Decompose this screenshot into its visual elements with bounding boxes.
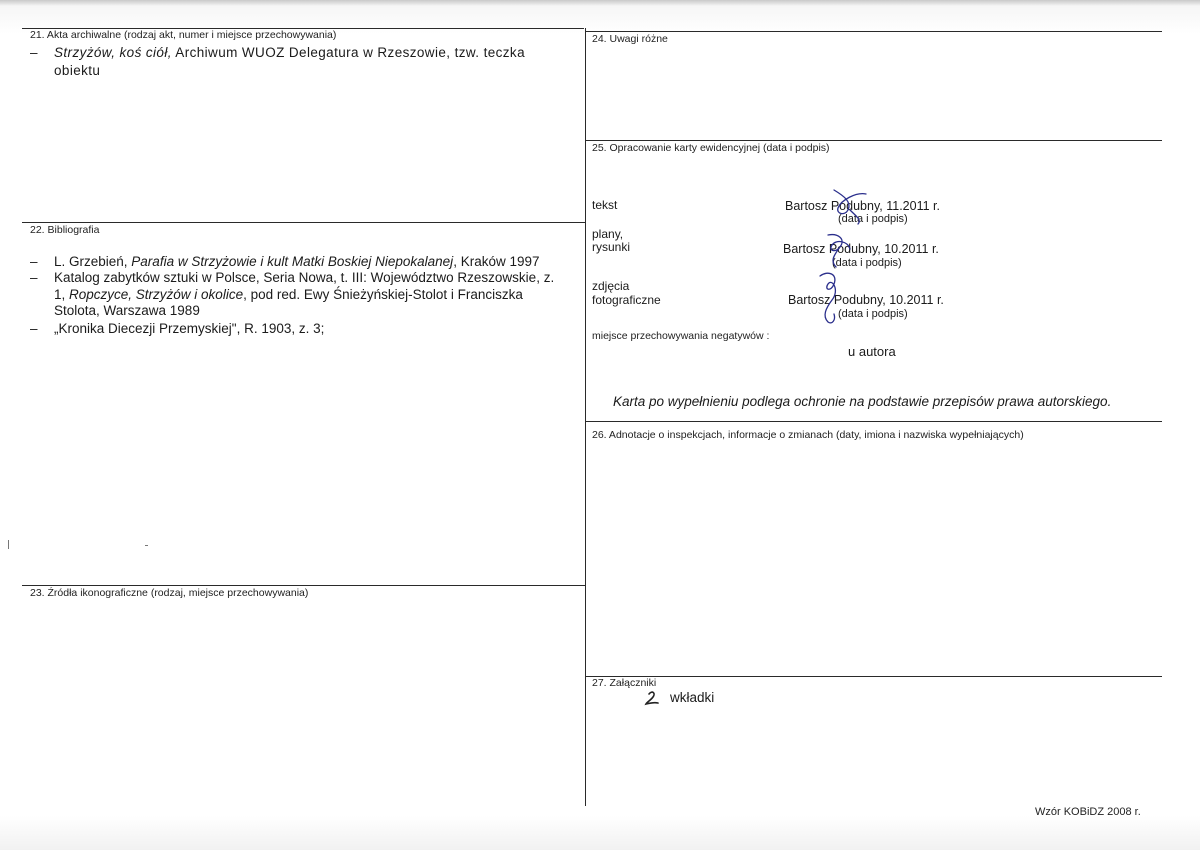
negatives-value: u autora: [848, 344, 896, 359]
rule-22-top: [22, 222, 585, 223]
bibliography-item-2-part-a: 1,: [54, 287, 70, 302]
section-22-label: 22. Bibliografia: [30, 224, 100, 236]
scan-top-edge: [0, 0, 1200, 6]
rule-26-top: [586, 421, 1162, 422]
section-21-label: 21. Akta archiwalne (rodzaj akt, numer i miejsce przechowywania): [30, 29, 337, 41]
row-tekst-note: (data i podpis): [838, 213, 908, 225]
bibliography-dash-3: –: [30, 321, 38, 336]
section-23-label: 23. Źródła ikonograficzne (rodzaj, miejsce przechowywania): [30, 587, 309, 599]
scan-speck: [145, 545, 148, 546]
section-24-label: 24. Uwagi różne: [592, 33, 668, 45]
bibliography-item-2-line1: Katalog zabytków sztuki w Polsce, Seria Nowa, t. III: Województwo Rzeszowskie, z.: [54, 270, 555, 285]
bibliography-item-1-place: , Kraków 1997: [453, 254, 540, 269]
bibliography-dash-2: –: [30, 270, 38, 285]
row-plany-kind-1: plany,: [592, 227, 624, 241]
section-21-entry: [54, 45, 525, 60]
column-divider: [585, 28, 586, 806]
row-plany-note: (data i podpis): [832, 257, 902, 269]
rule-25-top: [586, 140, 1162, 141]
form-model-label: Wzór KOBiDZ 2008 r.: [1035, 806, 1141, 818]
bibliography-item-1-title: Parafia w Strzyżowie i kult Matki Boskiej Niepokalanej: [131, 254, 454, 269]
bibliography-item-3: „Kronika Diecezji Przemyskiej", R. 1903, z. 3;: [54, 321, 325, 336]
row-zdjecia-note: (data i podpis): [838, 308, 908, 320]
section-21-entry-rest: Archiwum WUOZ Delegatura w Rzeszowie, tzw. teczka: [171, 45, 525, 60]
section-21-dash: –: [30, 45, 38, 60]
attachments-value: wkładki: [670, 690, 715, 705]
bibliography-item-1: [54, 254, 540, 269]
copyright-note: Karta po wypełnieniu podlega ochronie na podstawie przepisów prawa autorskiego.: [613, 394, 1112, 409]
bibliography-dash-1: –: [30, 254, 38, 269]
rule-23-top: [22, 585, 585, 586]
row-plany-kind-2: rysunki: [592, 240, 631, 254]
signature-tekst: [828, 188, 872, 231]
row-plany-author: Bartosz Podubny, 10.2011 r.: [783, 242, 939, 256]
row-zdjecia-author: Bartosz Podubny, 10.2011 r.: [788, 293, 944, 307]
row-zdjecia-kind-2: fotograficzne: [592, 293, 661, 307]
section-21-entry-italic: Strzyżów, koś ciół,: [54, 45, 172, 60]
scan-speck: [8, 540, 9, 549]
section-21-entry-line2: obiektu: [54, 63, 101, 78]
signature-zdjecia: [812, 270, 852, 331]
rule-27-top: [586, 676, 1162, 677]
row-tekst-author: Bartosz Podubny, 11.2011 r.: [785, 199, 940, 213]
bibliography-item-2-line3: Stolota, Warszawa 1989: [54, 303, 200, 318]
negatives-label: miejsce przechowywania negatywów :: [592, 330, 770, 342]
bibliography-item-2-part-c: , pod red. Ewy Śnieżyńskiej-Stolot i Franciszka: [243, 287, 523, 302]
section-26-label: 26. Adnotacje o inspekcjach, informacje o zmianach (daty, imiona i nazwiska wypełniających): [592, 429, 1024, 441]
bibliography-item-2-line2: [54, 287, 523, 302]
row-zdjecia-kind-1: zdjęcia: [592, 279, 630, 293]
section-25-label: 25. Opracowanie karty ewidencyjnej (data i podpis): [592, 142, 830, 154]
bibliography-item-2-title: Ropczyce, Strzyżów i okolice: [69, 287, 244, 302]
handwritten-count-two: [644, 690, 660, 711]
row-tekst-kind: tekst: [592, 198, 618, 212]
bibliography-item-1-author: L. Grzebień,: [54, 254, 132, 269]
section-27-label: 27. Załączniki: [592, 677, 657, 689]
rule-24-top: [586, 31, 1162, 32]
